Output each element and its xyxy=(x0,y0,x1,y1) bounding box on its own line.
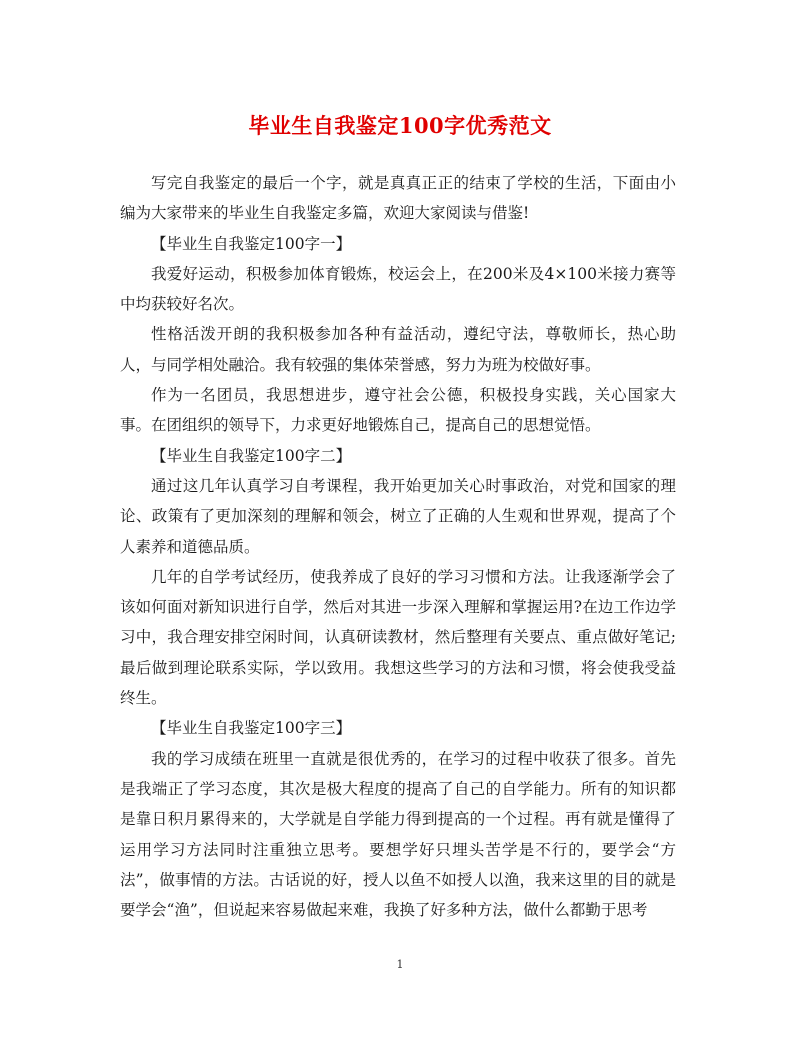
paragraph: 通过这几年认真学习自考课程，我开始更加关心时事政治，对党和国家的理论、政策有了更加深刻的理解和领会，树立了正确的人生观和世界观，提高了个人素养和道德品质。 xyxy=(120,476,676,556)
section-heading-3: 【毕业生自我鉴定100字三】 xyxy=(151,719,352,738)
document-body xyxy=(120,168,676,925)
paragraph: 性格活泼开朗的我积极参加各种有益活动，遵纪守法，尊敬师长，热心助人，与同学相处融洽。我有较强的集体荣誉感，努力为班为校做好事。 xyxy=(120,325,676,374)
paragraph: 作为一名团员，我思想进步，遵守社会公德，积极投身实践，关心国家大事。在团组织的领导下，力求更好地锻炼自己，提高自己的思想觉悟。 xyxy=(120,386,676,435)
page-number: 1 xyxy=(396,958,404,971)
intro-paragraph: 写完自我鉴定的最后一个字，就是真真正正的结束了学校的生活，下面由小编为大家带来的毕业生自我鉴定多篇，欢迎大家阅读与借鉴! xyxy=(120,174,676,223)
paragraph: 我爱好运动，积极参加体育锻炼，校运会上，在200米及4×100米接力赛等中均获较好名次。 xyxy=(120,264,676,314)
paragraph: 我的学习成绩在班里一直就是很优秀的，在学习的过程中收获了很多。首先是我端正了学习态度，其次是极大程度的提高了自己的自学能力。所有的知识都是靠日积月累得来的，大学就是自学能力得到提高的一个过程。再有就是懂得了运用学习方法同时注重独立思考。要想学好只埋头苦学是不行的，要学会“方法”，做事情的方法。古话说的好，授人以鱼不如授人以渔，我来这里的目的就是要学会“渔”，但说起来容易做起来难，我换了好多种方法，做什么都勤于思考 xyxy=(120,749,676,920)
document-title: 毕业生自我鉴定100字优秀范文 xyxy=(248,113,552,138)
section-heading-1: 【毕业生自我鉴定100字一】 xyxy=(151,234,352,253)
paragraph: 几年的自学考试经历，使我养成了良好的学习习惯和方法。让我逐渐学会了该如何面对新知识进行自学，然后对其进一步深入理解和掌握运用?在边工作边学习中，我合理安排空闲时间，认真研读教材，然后整理有关要点、重点做好笔记;最后做到理论联系实际，学以致用。我想这些学习的方法和习惯，将会使我受益终生。 xyxy=(120,567,676,708)
section-heading-2: 【毕业生自我鉴定100字二】 xyxy=(151,446,352,465)
